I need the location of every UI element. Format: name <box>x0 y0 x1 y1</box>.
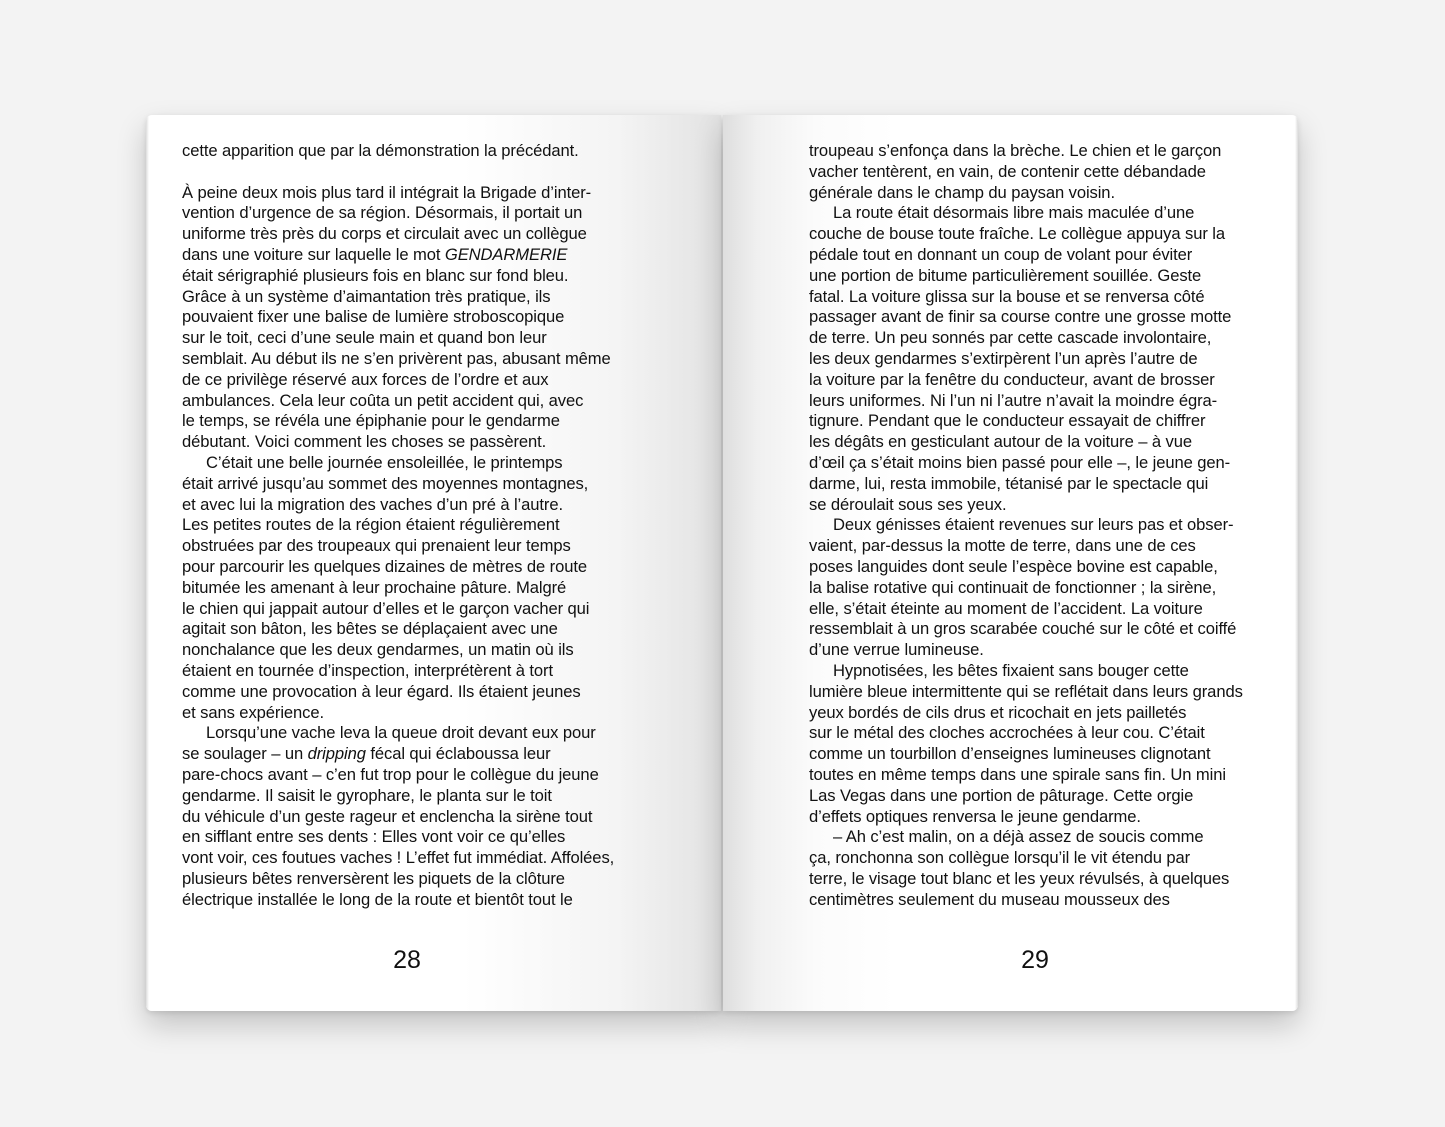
text-line: la balise rotative qui continuait de fonctionner ; la sirène, <box>809 577 1217 597</box>
text-line: nonchalance que les deux gendarmes, un matin où ils <box>182 640 574 660</box>
text-line: générale dans le champ du paysan voisin. <box>809 182 1115 202</box>
text-line: darme, lui, resta immobile, tétanisé par le spectacle qui <box>809 473 1209 493</box>
text-line: toutes en même temps dans une spirale sans fin. Un mini <box>809 764 1226 784</box>
text-line: pour parcourir les quelques dizaines de mètres de route <box>182 556 587 576</box>
text-line: – Ah c’est malin, on a déjà assez de soucis comme <box>833 827 1204 847</box>
text-line: poses languides dont seule l’espèce bovine est capable, <box>809 556 1218 576</box>
text-line: Grâce à un système d’aimantation très pratique, ils <box>182 286 551 306</box>
text-line: passager avant de finir sa course contre une grosse motte <box>809 307 1232 327</box>
text-line: du véhicule d’un geste rageur et enclencha la sirène tout <box>182 806 593 826</box>
text-line: de ce privilège réservé aux forces de l’ordre et aux <box>182 369 549 389</box>
text-line: leurs uniformes. Ni l’un ni l’autre n’avait la moindre égra- <box>809 390 1218 410</box>
page-number-right: 29 <box>1021 946 1049 974</box>
text-line: une portion de bitume particulièrement souillée. Geste <box>809 265 1202 285</box>
text-line: obstruées par des troupeaux qui prenaient leur temps <box>182 536 571 556</box>
text-line: lumière bleue intermittente qui se reflétait dans leurs grands <box>809 681 1243 701</box>
text-line: vention d’urgence de sa région. Désormais, il portait un <box>182 203 583 223</box>
text-line: semblait. Au début ils ne s’en privèrent pas, abusant même <box>182 348 611 368</box>
text-line: terre, le visage tout blanc et les yeux révulsés, à quelques <box>809 868 1230 888</box>
text-line: d’œil ça s’était moins bien passé pour elle –, le jeune gen- <box>809 452 1231 472</box>
right-page <box>723 115 1298 1011</box>
text-line: ressemblait à un gros scarabée couché sur le côté et coiffé <box>809 619 1237 639</box>
text-line: Las Vegas dans une portion de pâturage. Cette orgie <box>809 785 1194 805</box>
text-line: sur le métal des cloches accrochées à leur cou. C’était <box>809 723 1205 743</box>
italic-term: GENDARMERIE <box>444 244 568 264</box>
paragraph-gap <box>182 162 634 183</box>
text-line: débutant. Voici comment les choses se passèrent. <box>182 432 547 452</box>
text-line: vacher tentèrent, en vain, de contenir cette débandade <box>809 161 1206 181</box>
text-line: et avec lui la migration des vaches d’un pré à l’autre. <box>182 494 563 514</box>
text-line: se déroulait sous ses yeux. <box>809 494 1007 514</box>
text-line: pédale tout en donnant un coup de volant pour éviter <box>809 244 1193 264</box>
text-line: de terre. Un peu sonnés par cette cascade involontaire, <box>809 328 1212 348</box>
left-page-text <box>182 141 634 910</box>
text-line: sur le toit, ceci d’une seule main et quand bon leur <box>182 328 547 348</box>
text-line: pare-chocs avant – c’en fut trop pour le collègue du jeune <box>182 764 599 784</box>
text-line: fatal. La voiture glissa sur la bouse et se renversa côté <box>809 286 1205 306</box>
text-line: comme un tourbillon d’enseignes lumineuses clignotant <box>809 744 1211 764</box>
open-book <box>146 115 1298 1011</box>
text-line: centimètres seulement du museau mousseux des <box>809 889 1170 909</box>
text-line: et sans expérience. <box>182 702 324 722</box>
text-line: la voiture par la fenêtre du conducteur, avant de brosser <box>809 369 1215 389</box>
text-line: Les petites routes de la région étaient régulièrement <box>182 515 560 535</box>
right-page-text <box>809 141 1261 910</box>
text-line: gendarme. Il saisit le gyrophare, le planta sur le toit <box>182 785 552 805</box>
text-line: agitait son bâton, les bêtes se déplaçaient avec une <box>182 619 558 639</box>
text-line: ça, ronchonna son collègue lorsqu’il le vit étendu par <box>809 848 1191 868</box>
text-line: cette apparition que par la démonstration la précédant. <box>182 141 579 160</box>
text-line: Lorsqu’une vache leva la queue droit devant eux pour <box>206 723 596 743</box>
text-line: uniforme très près du corps et circulait avec un collègue <box>182 224 587 244</box>
text-line: le temps, se révéla une épiphanie pour le gendarme <box>182 411 560 431</box>
text-line: en sifflant entre ses dents : Elles vont voir ce qu’elles <box>182 827 566 847</box>
text-line: était sérigraphié plusieurs fois en blanc sur fond bleu. <box>182 265 569 285</box>
text-line: tignure. Pendant que le conducteur essayait de chiffrer <box>809 411 1206 431</box>
text-line: électrique installée le long de la route et bientôt tout le <box>182 889 573 909</box>
text-line: Deux génisses étaient revenues sur leurs pas et obser- <box>833 515 1234 535</box>
left-page <box>146 115 721 1011</box>
text-line: plusieurs bêtes renversèrent les piquets de la clôture <box>182 868 565 888</box>
text-line: d’effets optiques renversa le jeune gendarme. <box>809 806 1141 826</box>
text-line: les dégâts en gesticulant autour de la voiture – à vue <box>809 432 1192 452</box>
text-line: troupeau s’enfonça dans la brèche. Le chien et le garçon <box>809 141 1222 160</box>
text-line: C’était une belle journée ensoleillée, le printemps <box>206 452 563 472</box>
text-line: À peine deux mois plus tard il intégrait la Brigade d’inter- <box>182 182 592 202</box>
text-line: se soulager – un dripping fécal qui éclaboussa leur <box>182 744 551 764</box>
text-line: yeux bordés de cils drus et ricochait en jets pailletés <box>809 702 1187 722</box>
text-line: vaient, par-dessus la motte de terre, dans une de ces <box>809 536 1196 556</box>
text-line: elle, s’était éteinte au moment de l’accident. La voiture <box>809 598 1203 618</box>
text-line: étaient en tournée d’inspection, interprétèrent à tort <box>182 660 553 680</box>
text-line: Hypnotisées, les bêtes fixaient sans bouger cette <box>833 660 1189 680</box>
text-line: le chien qui jappait autour d’elles et le garçon vacher qui <box>182 598 590 618</box>
text-line: d’une verrue lumineuse. <box>809 640 984 660</box>
italic-term: dripping <box>307 744 366 764</box>
page-number-left: 28 <box>393 946 421 974</box>
text-line: ambulances. Cela leur coûta un petit accident qui, avec <box>182 390 584 410</box>
text-line: pouvaient fixer une balise de lumière stroboscopique <box>182 307 565 327</box>
text-line: couche de bouse toute fraîche. Le collègue appuya sur la <box>809 224 1225 244</box>
text-line: dans une voiture sur laquelle le mot GENDARMERIE <box>182 244 568 264</box>
text-line: les deux gendarmes s’extirpèrent l’un après l’autre de <box>809 348 1198 368</box>
text-line: était arrivé jusqu’au sommet des moyennes montagnes, <box>182 473 589 493</box>
text-line: bitumée les amenant à leur prochaine pâture. Malgré <box>182 577 567 597</box>
text-line: vont voir, ces foutues vaches ! L’effet fut immédiat. Affolées, <box>182 848 615 868</box>
text-line: comme une provocation à leur égard. Ils étaient jeunes <box>182 681 581 701</box>
text-line: La route était désormais libre mais maculée d’une <box>833 203 1195 223</box>
